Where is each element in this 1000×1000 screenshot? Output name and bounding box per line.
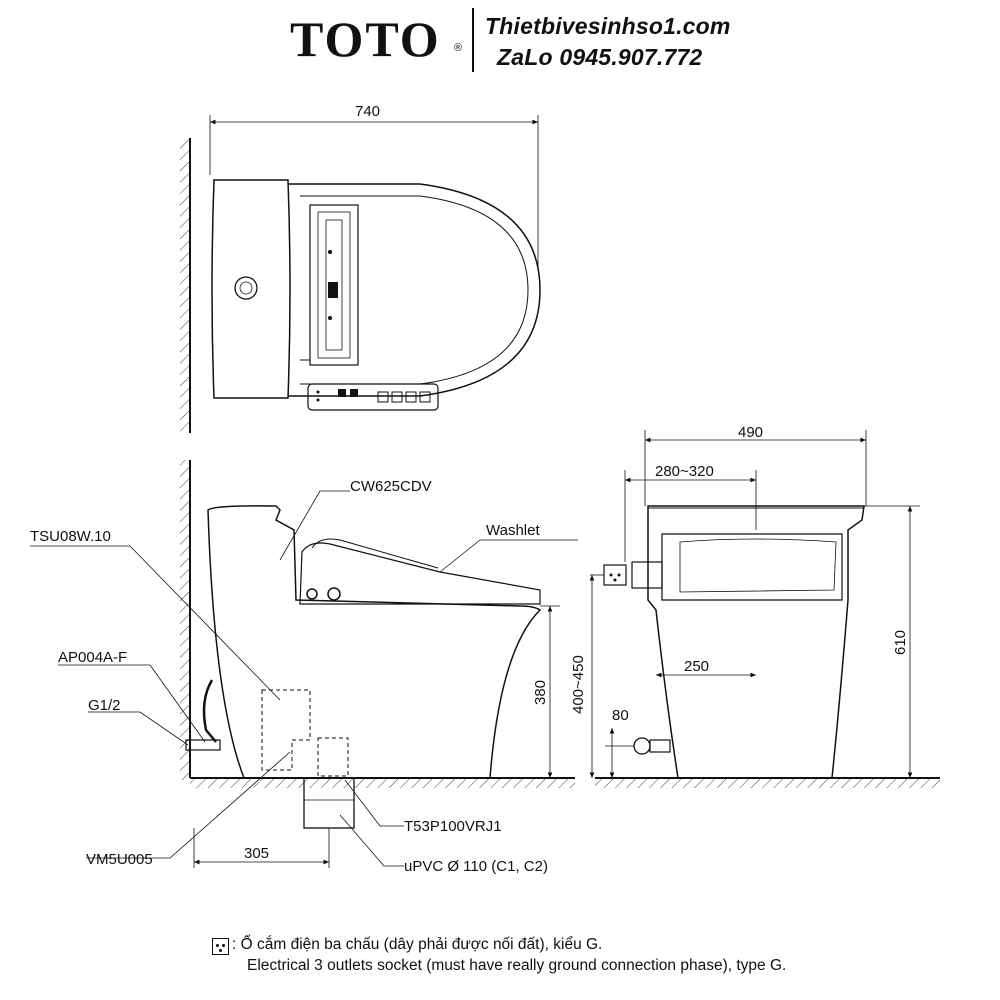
label-supply-hose: TSU08W.10: [30, 528, 111, 545]
top-view: [180, 115, 540, 433]
note-prefix: :: [232, 936, 237, 953]
dim-seat-height: 380: [532, 679, 549, 705]
dim-side-inner: 280~320: [655, 463, 714, 480]
label-seat-model: CW625CDV: [350, 478, 432, 495]
website-text: Thietbivesinhso1.com: [485, 13, 731, 39]
brand-logo: TOTO: [290, 11, 441, 67]
dim-front-drain: 305: [244, 845, 270, 862]
note-vietnamese: [232, 936, 602, 955]
note-english: Electrical 3 outlets socket (must have really ground connection phase), type G.: [247, 957, 787, 974]
dim-side-width: 490: [738, 424, 764, 441]
registered-mark: ®: [454, 42, 463, 54]
dim-top-width: 740: [355, 103, 381, 120]
label-flange: VM5U005: [86, 851, 153, 868]
label-pipe: uPVC Ø 110 (C1, C2): [404, 858, 548, 875]
dim-side-outlet-height: 80: [612, 707, 629, 724]
dim-socket-height: 400~450: [570, 655, 587, 714]
label-drain-part: T53P100VRJ1: [404, 818, 502, 835]
phone-text: ZaLo 0945.907.772: [497, 44, 703, 70]
note-vietnamese-text: Ổ cắm điện ba chấu (dây phải được nối đất), kiểu G.: [240, 936, 603, 953]
dim-side-offset: 250: [684, 658, 710, 675]
right-elevation: [590, 430, 940, 788]
label-angle-valve: AP004A-F: [58, 649, 128, 666]
dim-side-height: 610: [892, 629, 909, 655]
label-thread: G1/2: [88, 697, 121, 714]
label-washlet: Washlet: [486, 522, 540, 539]
socket-icon: [212, 938, 229, 955]
